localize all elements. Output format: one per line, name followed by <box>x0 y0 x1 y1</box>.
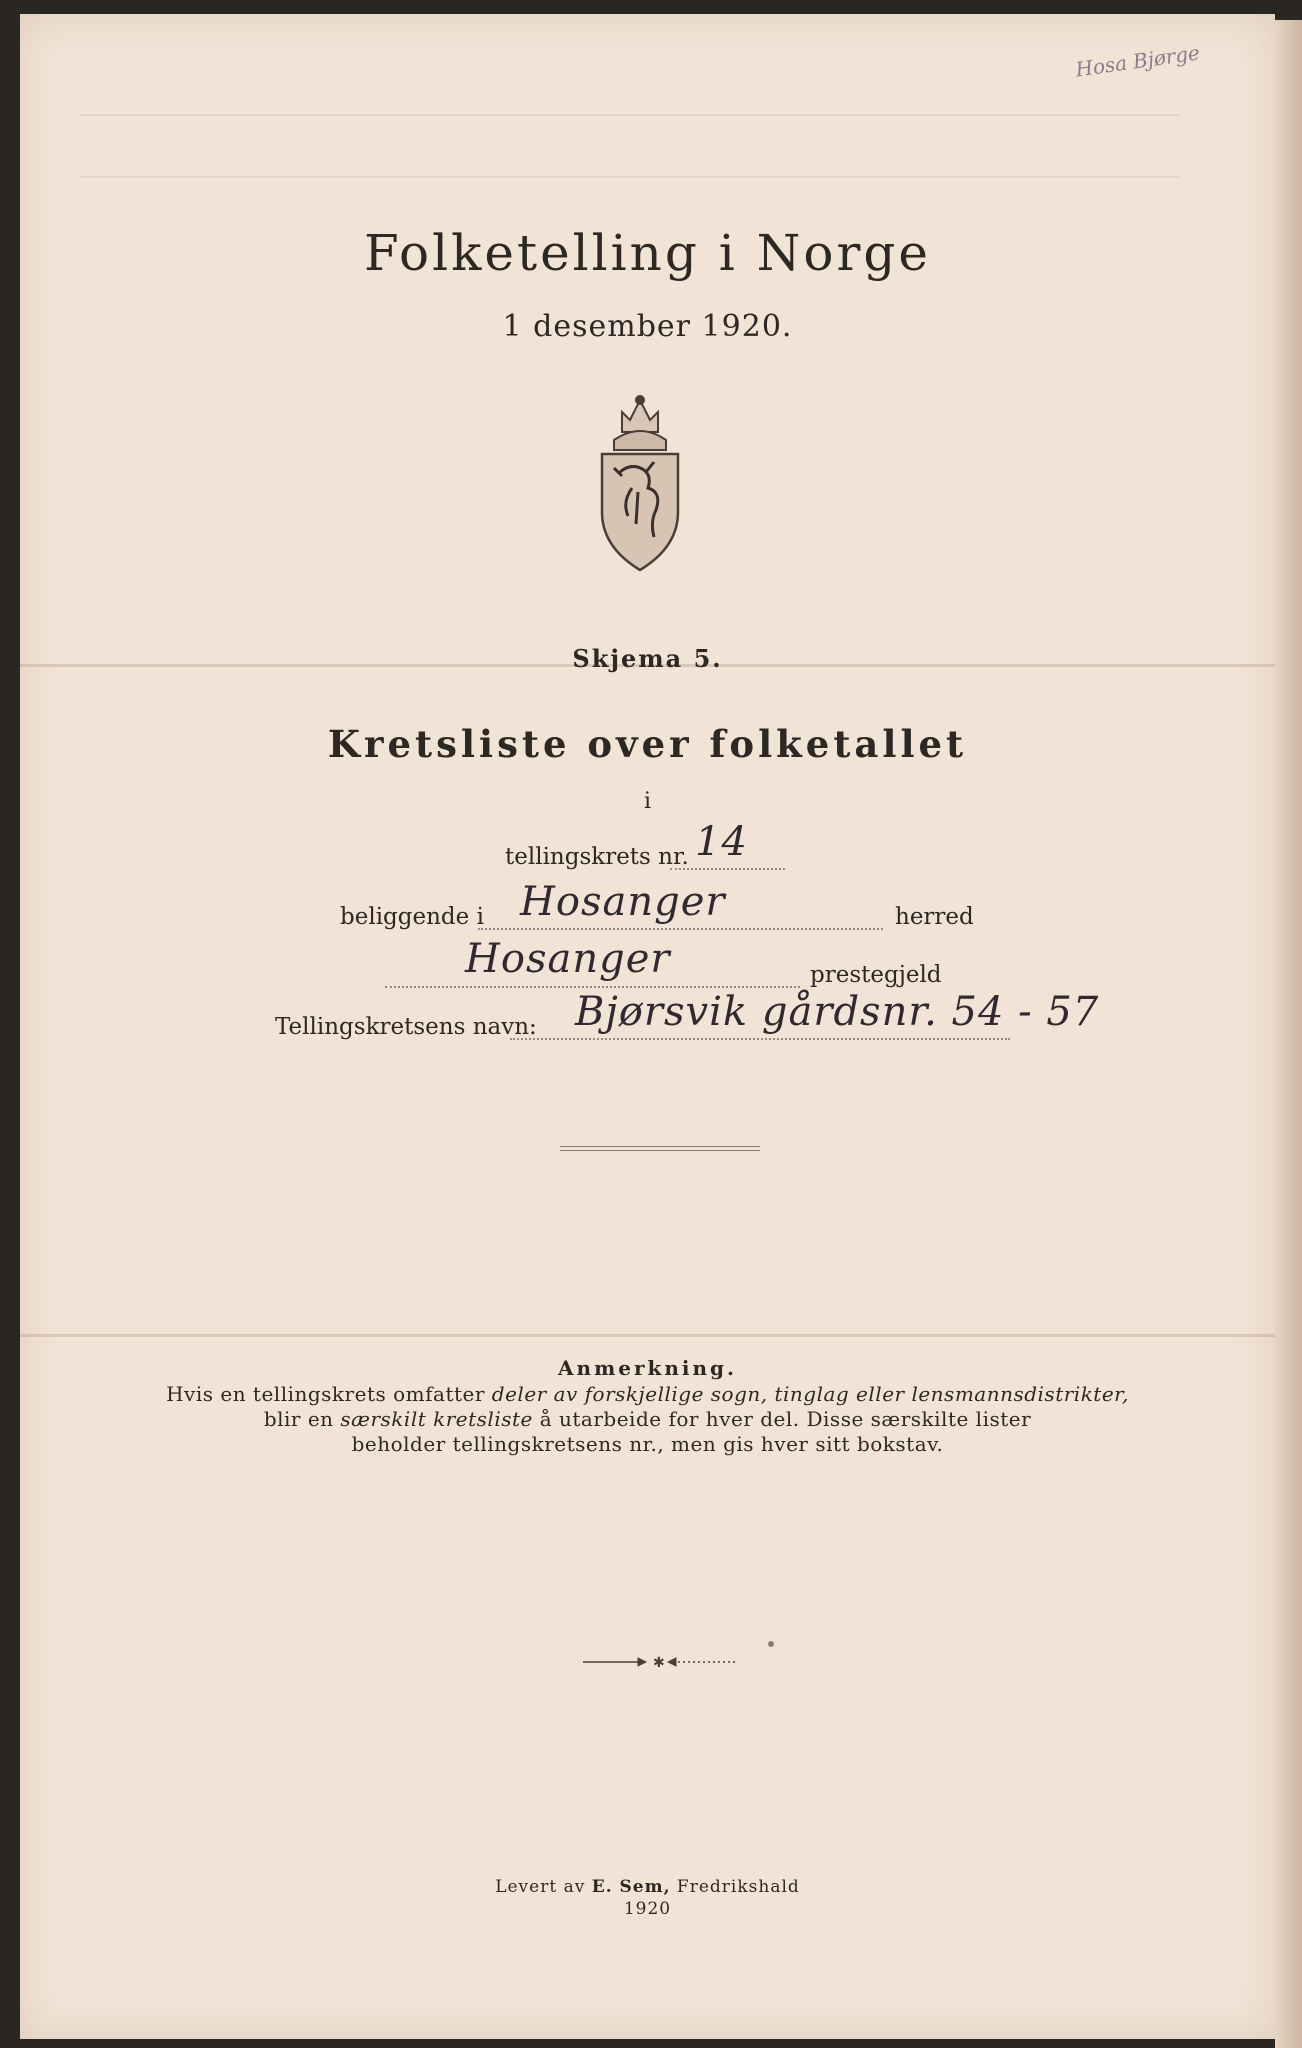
section-divider <box>560 1146 760 1151</box>
page-title: Folketelling i Norge <box>364 224 931 282</box>
herred-label: herred <box>895 904 974 930</box>
tellingskrets-label: tellingskrets nr. <box>505 844 689 870</box>
note-line-1: Hvis en tellingskrets omfatter deler av forskjellige sogn, tinglag eller lensmannsdistrikter, <box>166 1382 1129 1406</box>
kretsnavn-value: Bjørsvik gårdsnr. 54 - 57 <box>575 989 1100 1035</box>
connector-word: i <box>643 789 652 814</box>
norwegian-coat-of-arms-icon <box>592 392 688 577</box>
bleed-through-texture <box>80 114 1180 178</box>
note-heading: Anmerkning. <box>558 1356 737 1380</box>
prestegjeld-line <box>385 986 800 988</box>
ink-speck <box>768 1641 774 1647</box>
tellingskrets-line <box>670 868 785 870</box>
corner-note: Hosa Bjørge <box>1073 40 1202 82</box>
print-year: 1920 <box>623 1899 672 1919</box>
beliggende-line <box>478 928 883 930</box>
census-form-page <box>20 14 1275 2039</box>
beliggende-label: beliggende i <box>340 904 484 930</box>
svg-text:✱: ✱ <box>653 1655 665 1669</box>
kretsnavn-label: Tellingskretsens navn: <box>275 1014 537 1040</box>
schema-number: Skjema 5. <box>572 644 723 673</box>
kretsnavn-line <box>510 1038 1010 1040</box>
paper-edge <box>1275 20 1302 2048</box>
prestegjeld-value: Hosanger <box>465 936 671 982</box>
prestegjeld-label: prestegjeld <box>810 962 942 988</box>
divider-ornament-icon <box>583 1654 738 1668</box>
herred-value: Hosanger <box>520 879 726 925</box>
tellingskrets-value: 14 <box>695 819 748 865</box>
note-line-3: beholder tellingskretsens nr., men gis hver sitt bokstav. <box>351 1432 944 1456</box>
note-line-2: blir en særskilt kretsliste å utarbeide for hver del. Disse særskilte lister <box>263 1407 1032 1431</box>
form-heading: Kretsliste over folketallet <box>327 722 968 766</box>
page-fold <box>20 1334 1275 1337</box>
printer-credit: Levert av E. Sem, Fredrikshald <box>495 1877 800 1897</box>
census-date: 1 desember 1920. <box>502 309 793 344</box>
